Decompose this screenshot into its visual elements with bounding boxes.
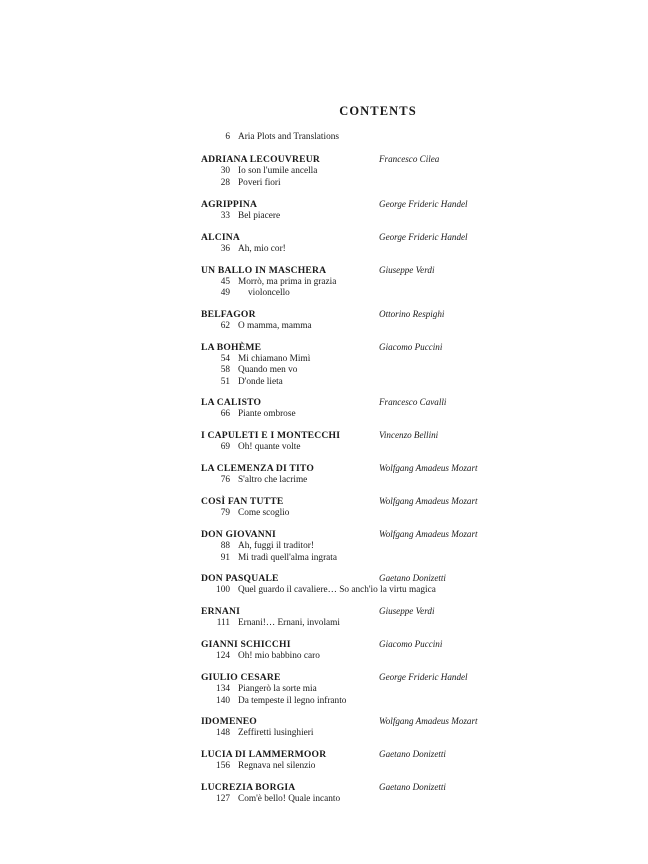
composer-name: Giuseppe Verdi [379,606,435,617]
opera-entry [196,782,526,805]
aria-list [196,475,526,486]
aria-page-number: 79 [220,508,230,519]
aria-row [196,794,526,805]
aria-title: Ernani!… Ernani, involami [238,618,340,629]
aria-title: Mi chiamano Mimì [238,353,311,364]
opera-title: IDOMENEO [201,716,257,728]
aria-page-number: 45 [220,276,230,287]
aria-page-number: 88 [220,541,230,552]
aria-row [196,728,526,739]
aria-title: S'altro che lacrime [238,475,308,486]
aria-page-number: 127 [216,794,230,805]
aria-title: Zeffiretti lusinghieri [238,728,314,739]
aria-list [196,651,526,662]
aria-title: Morrò, ma prima in grazia [238,276,337,287]
aria-page-number: 30 [220,166,230,177]
opera-heading [196,606,526,617]
opera-entry [196,496,526,519]
aria-row [196,761,526,772]
aria-row [196,541,526,552]
aria-row [196,684,526,695]
aria-page-number: 124 [216,651,230,662]
opera-heading [196,716,526,727]
aria-row [196,618,526,629]
aria-list [196,618,526,629]
composer-name: George Frideric Handel [379,672,468,683]
opera-title: I CAPULETI E I MONTECCHI [201,430,341,442]
opera-heading [196,639,526,650]
opera-entry [196,606,526,629]
intro-entry [196,132,526,143]
aria-title: Com'è bello! Quale incanto [238,794,341,805]
composer-name: Gaetano Donizetti [379,573,446,584]
composer-name: Giacomo Puccini [379,639,443,650]
aria-row [196,651,526,662]
opera-entry [196,309,526,332]
aria-list [196,684,526,707]
opera-heading [196,232,526,243]
aria-page-number: 91 [220,552,230,563]
opera-title: UN BALLO IN MASCHERA [201,264,327,276]
opera-title: COSÌ FAN TUTTE [201,496,284,508]
aria-row [196,321,526,332]
aria-list [196,166,526,189]
composer-name: George Frideric Handel [379,198,468,209]
aria-list [196,354,526,388]
opera-heading [196,430,526,441]
opera-heading [196,342,526,353]
opera-entry [196,716,526,739]
opera-heading [196,496,526,507]
opera-heading [196,782,526,793]
aria-title: Quando men vo [238,365,298,376]
aria-list [196,442,526,453]
aria-list [196,508,526,519]
aria-page-number: 33 [220,210,230,221]
aria-list [196,794,526,805]
aria-page-number: 140 [216,695,230,706]
aria-page-number: 148 [216,728,230,739]
opera-heading [196,749,526,760]
composer-name: George Frideric Handel [379,231,468,242]
aria-page-number: 100 [216,585,230,596]
aria-list [196,321,526,332]
opera-heading [196,529,526,540]
opera-title: ALCINA [201,231,241,243]
aria-row [196,244,526,255]
aria-row [196,585,526,596]
aria-title: Mi tradì quell'alma ingrata [238,552,338,563]
aria-list [196,277,526,300]
aria-row [196,365,526,376]
opera-entry [196,463,526,486]
aria-row [196,288,526,299]
aria-list [196,541,526,564]
opera-title: GIANNI SCHICCHI [201,639,291,651]
page-title: CONTENTS [339,104,417,118]
aria-row [196,442,526,453]
opera-entry [196,672,526,707]
composer-name: Wolfgang Amadeus Mozart [379,463,478,474]
aria-list [196,244,526,255]
opera-heading [196,309,526,320]
aria-list [196,211,526,222]
opera-entry [196,397,526,420]
opera-heading [196,463,526,474]
aria-title: Piante ombrose [238,409,296,420]
aria-list [196,409,526,420]
aria-page-number: 58 [220,365,230,376]
aria-row [196,696,526,707]
aria-title: Quel guardo il cavaliere… So anch'io la virtu magica [238,585,436,596]
composer-name: Wolfgang Amadeus Mozart [379,716,478,727]
aria-list [196,761,526,772]
aria-row [196,277,526,288]
opera-title: GIULIO CESARE [201,672,281,684]
aria-title: Io son l'umile ancella [238,166,318,177]
aria-title: Ah, mio cor! [238,243,286,254]
opera-title: ERNANI [201,606,241,618]
opera-title: LUCREZIA BORGIA [201,782,296,794]
opera-heading [196,265,526,276]
opera-entry [196,265,526,300]
aria-page-number: 156 [216,761,230,772]
composer-name: Vincenzo Bellini [379,430,439,441]
aria-title: Regnava nel silenzio [238,761,316,772]
opera-entry [196,430,526,453]
aria-page-number: 36 [220,243,230,254]
aria-title: Piangerò la sorte mia [238,684,317,695]
aria-title: Da tempeste il legno infranto [238,695,347,706]
aria-page-number: 76 [220,475,230,486]
composer-name: Giuseppe Verdi [379,264,435,275]
opera-heading [196,199,526,210]
opera-heading [196,154,526,165]
aria-row [196,409,526,420]
aria-title: Come scoglio [238,508,290,519]
aria-title: Ah, fuggi il traditor! [238,541,314,552]
opera-heading [196,573,526,584]
opera-title: LA BOHÈME [201,341,262,353]
composer-name: Giacomo Puccini [379,341,443,352]
opera-entry [196,639,526,662]
aria-row [196,475,526,486]
composer-name: Gaetano Donizetti [379,749,446,760]
aria-title: violoncello [248,287,290,298]
aria-row [196,553,526,564]
opera-heading [196,672,526,683]
composer-name: Ottorino Respighi [379,308,445,319]
aria-list [196,728,526,739]
aria-title: Poveri fiori [238,177,281,188]
opera-entry [196,573,526,596]
aria-row [196,211,526,222]
opera-title: ADRIANA LECOUVREUR [201,154,321,166]
aria-row [196,508,526,519]
aria-page-number: 69 [220,442,230,453]
aria-list [196,585,526,596]
composer-name: Francesco Cavalli [379,397,447,408]
opera-title: AGRIPPINA [201,198,258,210]
intro-label: Aria Plots and Translations [238,132,339,142]
aria-title: O mamma, mamma [238,320,312,331]
aria-title: Bel piacere [238,210,281,221]
aria-row [196,377,526,388]
aria-page-number: 28 [220,177,230,188]
opera-entry [196,529,526,564]
aria-row [196,354,526,365]
composer-name: Wolfgang Amadeus Mozart [379,496,478,507]
opera-title: LA CLEMENZA DI TITO [201,463,315,475]
opera-entry [196,199,526,222]
aria-page-number: 49 [220,287,230,298]
opera-title: LA CALISTO [201,397,262,409]
table-of-contents [196,104,526,815]
aria-title: Oh! quante volte [238,442,301,453]
opera-entry [196,749,526,772]
composer-name: Gaetano Donizetti [379,782,446,793]
aria-row [196,178,526,189]
opera-heading [196,397,526,408]
opera-title: LUCIA DI LAMMERMOOR [201,749,327,761]
opera-title: BELFAGOR [201,308,256,320]
opera-title: DON PASQUALE [201,573,279,585]
aria-row [196,166,526,177]
aria-page-number: 54 [220,353,230,364]
aria-page-number: 62 [220,320,230,331]
opera-entry [196,342,526,388]
opera-entry [196,232,526,255]
opera-entry [196,154,526,189]
intro-page-number: 6 [225,132,230,142]
opera-entry-list [196,154,526,805]
aria-page-number: 111 [216,618,230,629]
aria-title: D'onde lieta [238,376,283,387]
composer-name: Wolfgang Amadeus Mozart [379,529,478,540]
aria-page-number: 134 [216,684,230,695]
opera-title: DON GIOVANNI [201,529,276,541]
aria-page-number: 66 [220,409,230,420]
aria-title: Oh! mio babbino caro [238,651,320,662]
composer-name: Francesco Cilea [379,154,440,165]
aria-page-number: 51 [220,376,230,387]
